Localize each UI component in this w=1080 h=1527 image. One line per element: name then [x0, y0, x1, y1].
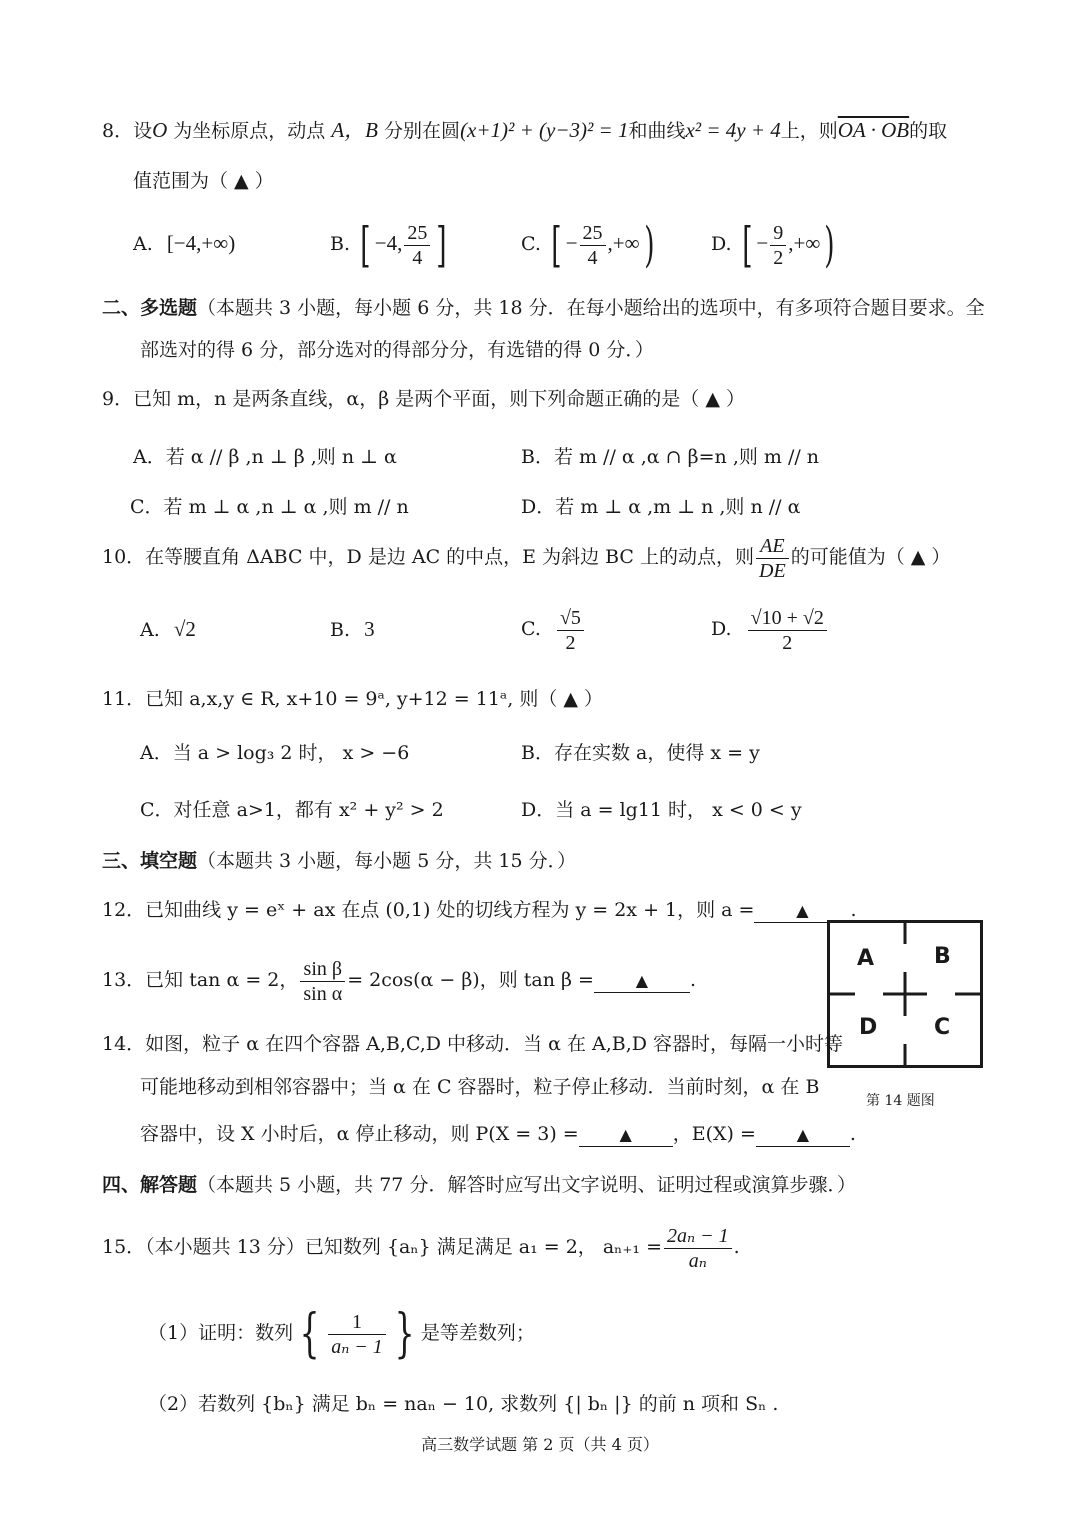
q13-stem: 13．已知 tan α = 2， $\frac{\text{sin β}}{\text{sin α}}$ = 2cos(α − β)，则 tan β = ▲ .: [102, 957, 696, 1005]
section3-header: 三、填空题（本题共 3 小题，每小题 5 分，共 15 分．）: [102, 850, 577, 872]
q14-diagram-svg: [827, 920, 983, 1068]
q15-part1: （1）证明：数列 { $\frac{1}{\text{aₙ − 1}}$ } 是等差数列；: [148, 1304, 535, 1364]
q8-curve-equation: x² = 4y + 4: [685, 118, 781, 142]
q12-answer-blank[interactable]: ▲: [754, 899, 850, 923]
container-d-label: D: [859, 1015, 878, 1040]
container-a-label: A: [857, 946, 875, 971]
q8-dot-product: OA · OB: [837, 118, 910, 142]
q10-option-d: D. $\frac{√10 + √2}{2}$: [711, 600, 829, 658]
container-b-label: B: [934, 944, 951, 969]
q14-line2: 可能地移动到相邻容器中；当 α 在 C 容器时，粒子停止移动．当前时刻，α 在 B: [140, 1076, 820, 1098]
q14-container-diagram: [827, 920, 983, 1068]
q11-option-a: A．当 a > log₃ 2 时， x > −6: [140, 742, 410, 764]
q8-line1: 8．设O 为坐标原点，动点 A，B 分别在圆(x+1)² + (y−3)² = 1和曲线x² = 4y + 4上，则OA · OB的取: [102, 118, 948, 142]
q10-option-b: B. 3: [330, 617, 375, 641]
q9-stem: 9．已知 m，n 是两条直线，α，β 是两个平面，则下列命题正确的是（ ▲ ）: [102, 388, 745, 410]
q9-option-b: B．若 m // α ,α ∩ β=n ,则 m // n: [521, 446, 820, 468]
section2-header: 二、多选题（本题共 3 小题，每小题 6 分，共 18 分．在每小题给出的选项中，有多项符合题目要求。全: [102, 297, 985, 319]
q9-option-c: C．若 m ⊥ α ,n ⊥ α ,则 m // n: [130, 496, 409, 518]
q13-answer-blank[interactable]: ▲: [594, 969, 690, 993]
q10-option-a: A. √2: [140, 617, 196, 641]
q9-option-d: D．若 m ⊥ α ,m ⊥ n ,则 n // α: [521, 496, 801, 518]
section4-title: 四、解答题: [102, 1174, 198, 1196]
section3-title: 三、填空题: [102, 850, 198, 872]
q8-option-b: B. [ −4, $\frac{25}{4}$ ]: [330, 217, 447, 273]
q8-option-a: A. [−4,+∞): [133, 231, 236, 255]
q15-stem: 15．（本小题共 13 分）已知数列 {aₙ} 满足满足 a₁ = 2， aₙ₊₁ = $\frac{\text{2aₙ − 1}}{\text{aₙ}}$ .: [102, 1224, 740, 1272]
section2-desc: 部选对的得 6 分，部分选对的得部分分，有选错的得 0 分．）: [140, 339, 654, 361]
q14-answer-blank-1[interactable]: ▲: [579, 1123, 673, 1147]
q11-stem: 11．已知 a,x,y ∈ R, x+10 = 9ᵃ, y+12 = 11ᵃ, 则（ ▲ ）: [102, 688, 604, 710]
section4-header: 四、解答题（本题共 5 小题，共 77 分．解答时应写出文字说明、证明过程或演算步骤．）: [102, 1174, 856, 1196]
q8-option-d: D. [ − $\frac{9}{2}$ ,+∞): [711, 217, 835, 273]
q11-option-b: B．存在实数 a，使得 x = y: [521, 742, 760, 764]
q15-part2: （2）若数列 {bₙ} 满足 bₙ = naₙ − 10, 求数列 {| bₙ |} 的前 n 项和 Sₙ .: [148, 1393, 779, 1415]
q9-option-a: A．若 α // β ,n ⊥ β ,则 n ⊥ α: [133, 446, 397, 468]
q8-option-c: C. [ − $\frac{25}{4}$ ,+∞): [521, 217, 655, 273]
q11-option-d: D．当 a = lg11 时， x < 0 < y: [521, 799, 802, 821]
container-c-label: C: [934, 1015, 951, 1040]
q14-answer-blank-2[interactable]: ▲: [756, 1123, 850, 1147]
q10-option-c: C. $\frac{√5}{2}$: [521, 600, 586, 658]
q14-line3: 容器中，设 X 小时后，α 停止移动，则 P(X = 3) = ▲ ，E(X) = ▲ .: [140, 1123, 856, 1145]
q11-option-c: C．对任意 a>1，都有 x² + y² > 2: [140, 799, 444, 821]
section2-title: 二、多选题: [102, 297, 198, 319]
q8-circle-equation: (x+1)² + (y−3)² = 1: [460, 118, 629, 142]
q8-line2: 值范围为（ ▲ ）: [133, 170, 274, 192]
q14-line1: 14．如图，粒子 α 在四个容器 A,B,C,D 中移动．当 α 在 A,B,D 容器时，每隔一小时等: [102, 1033, 844, 1055]
q10-stem: 10．在等腰直角 ΔABC 中，D 是边 AC 的中点，E 为斜边 BC 上的动点，则 $\frac{AE}{DE}$ 的可能值为（ ▲ ）: [102, 534, 951, 582]
q14-figure-caption: 第 14 题图: [866, 1093, 935, 1109]
page-footer: 高三数学试题 第 2 页（共 4 页）: [421, 1435, 659, 1454]
q12-stem: 12．已知曲线 y = eˣ + ax 在点 (0,1) 处的切线方程为 y = 2x + 1，则 a = ▲ .: [102, 899, 857, 921]
